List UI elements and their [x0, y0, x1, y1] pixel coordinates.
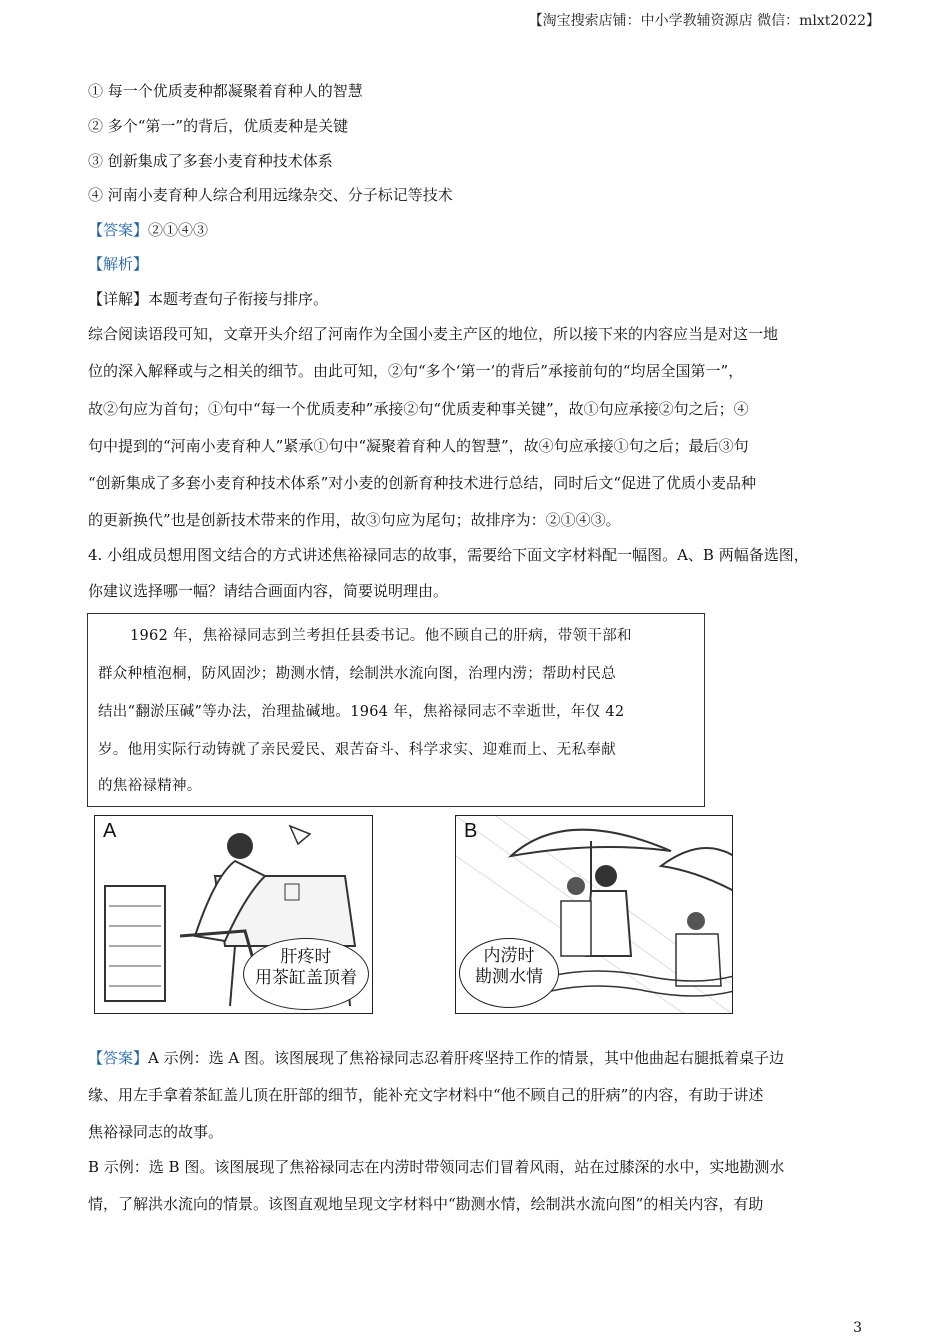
caption-line: 用茶缸盖顶着	[255, 968, 357, 988]
explain-line: 的更新换代”也是创新技术带来的作用，故③句应为尾句；故排序为：②①④③。	[88, 511, 621, 529]
caption-line: 勘测水情	[475, 967, 543, 987]
material-line: 岁。他用实际行动铸就了亲民爱民、艰苦奋斗、科学求实、迎难而上、无私奉献	[98, 742, 616, 758]
answer-tag: 【答案】	[88, 1049, 149, 1067]
q4-answer-line: 焦裕禄同志的故事。	[88, 1123, 224, 1141]
option-2: ② 多个“第一”的背后，优质麦种是关键	[88, 117, 349, 135]
caption-line: 内涝时	[483, 946, 535, 966]
explain-line: “创新集成了多套小麦育种技术体系”对小麦的创新育种技术进行总结，同时后文“促进了优质小麦品种	[88, 474, 757, 492]
material-line: 的焦裕禄精神。	[98, 778, 202, 794]
option-1: ① 每一个优质麦种都凝聚着育种人的智慧	[88, 82, 363, 100]
material-line: 结出“翻淤压碱”等办法，治理盐碱地。1964 年，焦裕禄同志不幸逝世，年仅 42	[98, 704, 625, 720]
question-4-stem: 4. 小组成员想用图文结合的方式讲述焦裕禄同志的故事，需要给下面文字材料配一幅图。A、B 两幅备选图，	[88, 546, 809, 564]
caption-line: 肝疼时	[280, 947, 332, 967]
image-a-label: A	[103, 820, 117, 842]
answer-tag: 【答案】	[88, 221, 149, 239]
option-3: ③ 创新集成了多套小麦育种技术体系	[88, 152, 333, 170]
q3-answer	[88, 221, 208, 239]
page-number: 3	[853, 1320, 862, 1336]
material-box	[87, 613, 705, 807]
q4-answer-line	[88, 1049, 784, 1067]
option-4: ④ 河南小麦育种人综合利用远缘杂交、分子标记等技术	[88, 186, 453, 204]
q4-answer-line: 情，了解洪水流向的情景。该图直观地呈现文字材料中“勘测水情，绘制洪水流向图”的相关内容，有助	[88, 1195, 764, 1213]
image-b-caption	[459, 938, 559, 1008]
image-a-caption	[243, 938, 369, 1010]
detail-line: 【详解】本题考查句子衔接与排序。	[88, 290, 329, 308]
material-line: 群众种植泡桐，防风固沙；勘测水情，绘制洪水流向图，治理内涝；帮助村民总	[98, 666, 616, 682]
material-line: 1962 年，焦裕禄同志到兰考担任县委书记。他不顾自己的肝病，带领干部和	[130, 628, 632, 644]
illustration-b	[455, 815, 733, 1014]
image-b-label: B	[464, 820, 478, 842]
question-4-stem: 你建议选择哪一幅？请结合画面内容，简要说明理由。	[88, 582, 449, 600]
page-header: 【淘宝搜索店铺：中小学教辅资源店 微信：mlxt2022】	[528, 13, 880, 29]
q4-answer-line: 缘、用左手拿着茶缸盖儿顶在肝部的细节，能补充文字材料中“他不顾自己的肝病”的内容，有助于讲述	[88, 1086, 764, 1104]
analysis-tag: 【解析】	[88, 255, 149, 273]
illustration-a	[94, 815, 373, 1014]
explain-line: 句中提到的“河南小麦育种人”紧承①句中“凝聚着育种人的智慧”，故④句应承接①句之后；最后③句	[88, 437, 749, 455]
answer-text: A 示例：选 A 图。该图展现了焦裕禄同志忍着肝疼坚持工作的情景，其中他曲起右腿抵着桌子边	[148, 1049, 784, 1067]
explain-line: 故②句应为首句；①句中“每一个优质麦种”承接②句“优质麦种事关键”，故①句应承接②句之后；④	[88, 400, 749, 418]
q4-answer-line: B 示例：选 B 图。该图展现了焦裕禄同志在内涝时带领同志们冒着风雨，站在过膝深的水中，实地勘测水	[88, 1158, 785, 1176]
explain-line: 综合阅读语段可知，文章开头介绍了河南作为全国小麦主产区的地位，所以接下来的内容应当是对这一地	[88, 325, 779, 343]
answer-text: ②①④③	[148, 221, 209, 239]
explain-line: 位的深入解释或与之相关的细节。由此可知，②句“多个‘第一’的背后”承接前句的“均居全国第一”，	[88, 362, 744, 380]
